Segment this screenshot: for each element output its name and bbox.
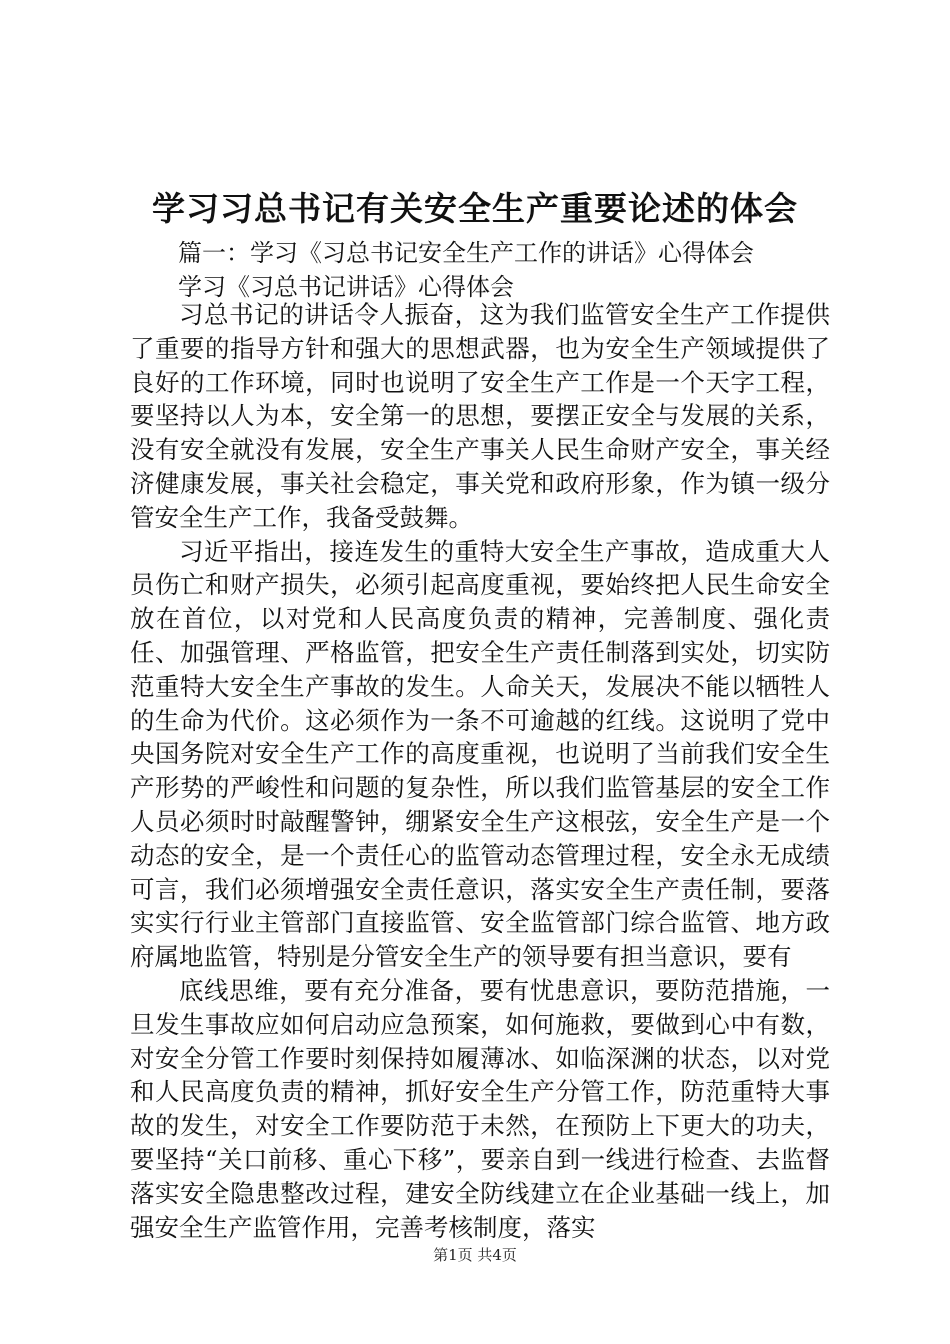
paragraph-3: 底线思维，要有充分准备，要有忧患意识，要防范措施，一旦发生事故应如何启动应急预案，如何施救，要做到心中有数，对安全分管工作要时刻保持如履薄冰、如临深渊的状态，以对党和人民高度负责的精神，抓好安全生产分管工作，防范重特大事故的发生，对安全工作要防范于未然，在预防上下更大的功夫，要坚持“关口前移、重心下移”，要亲自到一线进行检查、去监督落实安全隐患整改过程，建安全防线建立在企业基础一线上，加强安全生产监管作用，完善考核制度，落实 [130, 975, 830, 1242]
paragraph-2: 习近平指出，接连发生的重特大安全生产事故，造成重大人员伤亡和财产损失，必须引起高度重视，要始终把人民生命安全放在首位，以对党和人民高度负责的精神，完善制度、强化责任、加强管理、严格监管，把安全生产责任制落到实处，切实防范重特大安全生产事故的发生。人命关天，发展决不能以牺牲人的生命为代价。这必须作为一条不可逾越的红线。这说明了党中央国务院对安全生产工作的高度重视，也说明了当前我们安全生产形势的严峻性和问题的复杂性，所以我们监管基层的安全工作人员必须时时敲醒警钟，绷紧安全生产这根弦，安全生产是一个动态的安全，是一个责任心的监管动态管理过程，安全永无成绩可言，我们必须增强安全责任意识，落实安全生产责任制，要落实实行行业主管部门直接监管、安全监管部门综合监管、地方政府属地监管，特别是分管安全生产的领导要有担当意识，要有 [130, 536, 830, 972]
subtitle-chapter: 篇一：学习《习总书记安全生产工作的讲话》心得体会 [178, 239, 754, 267]
document-title: 学习习总书记有关安全生产重要论述的体会 [152, 189, 798, 228]
document-body [130, 298, 830, 1244]
page-footer: 第1页 共4页 [433, 1246, 517, 1264]
subtitle-heading: 学习《习总书记讲话》心得体会 [178, 273, 514, 301]
paragraph-1: 习总书记的讲话令人振奋，这为我们监管安全生产工作提供了重要的指导方针和强大的思想武器，也为安全生产领域提供了良好的工作环境，同时也说明了安全生产工作是一个天字工程，要坚持以人为本，安全第一的思想，要摆正安全与发展的关系，没有安全就没有发展，安全生产事关人民生命财产安全，事关经济健康发展，事关社会稳定，事关党和政府形象，作为镇一级分管安全生产工作，我备受鼓舞。 [130, 300, 830, 532]
